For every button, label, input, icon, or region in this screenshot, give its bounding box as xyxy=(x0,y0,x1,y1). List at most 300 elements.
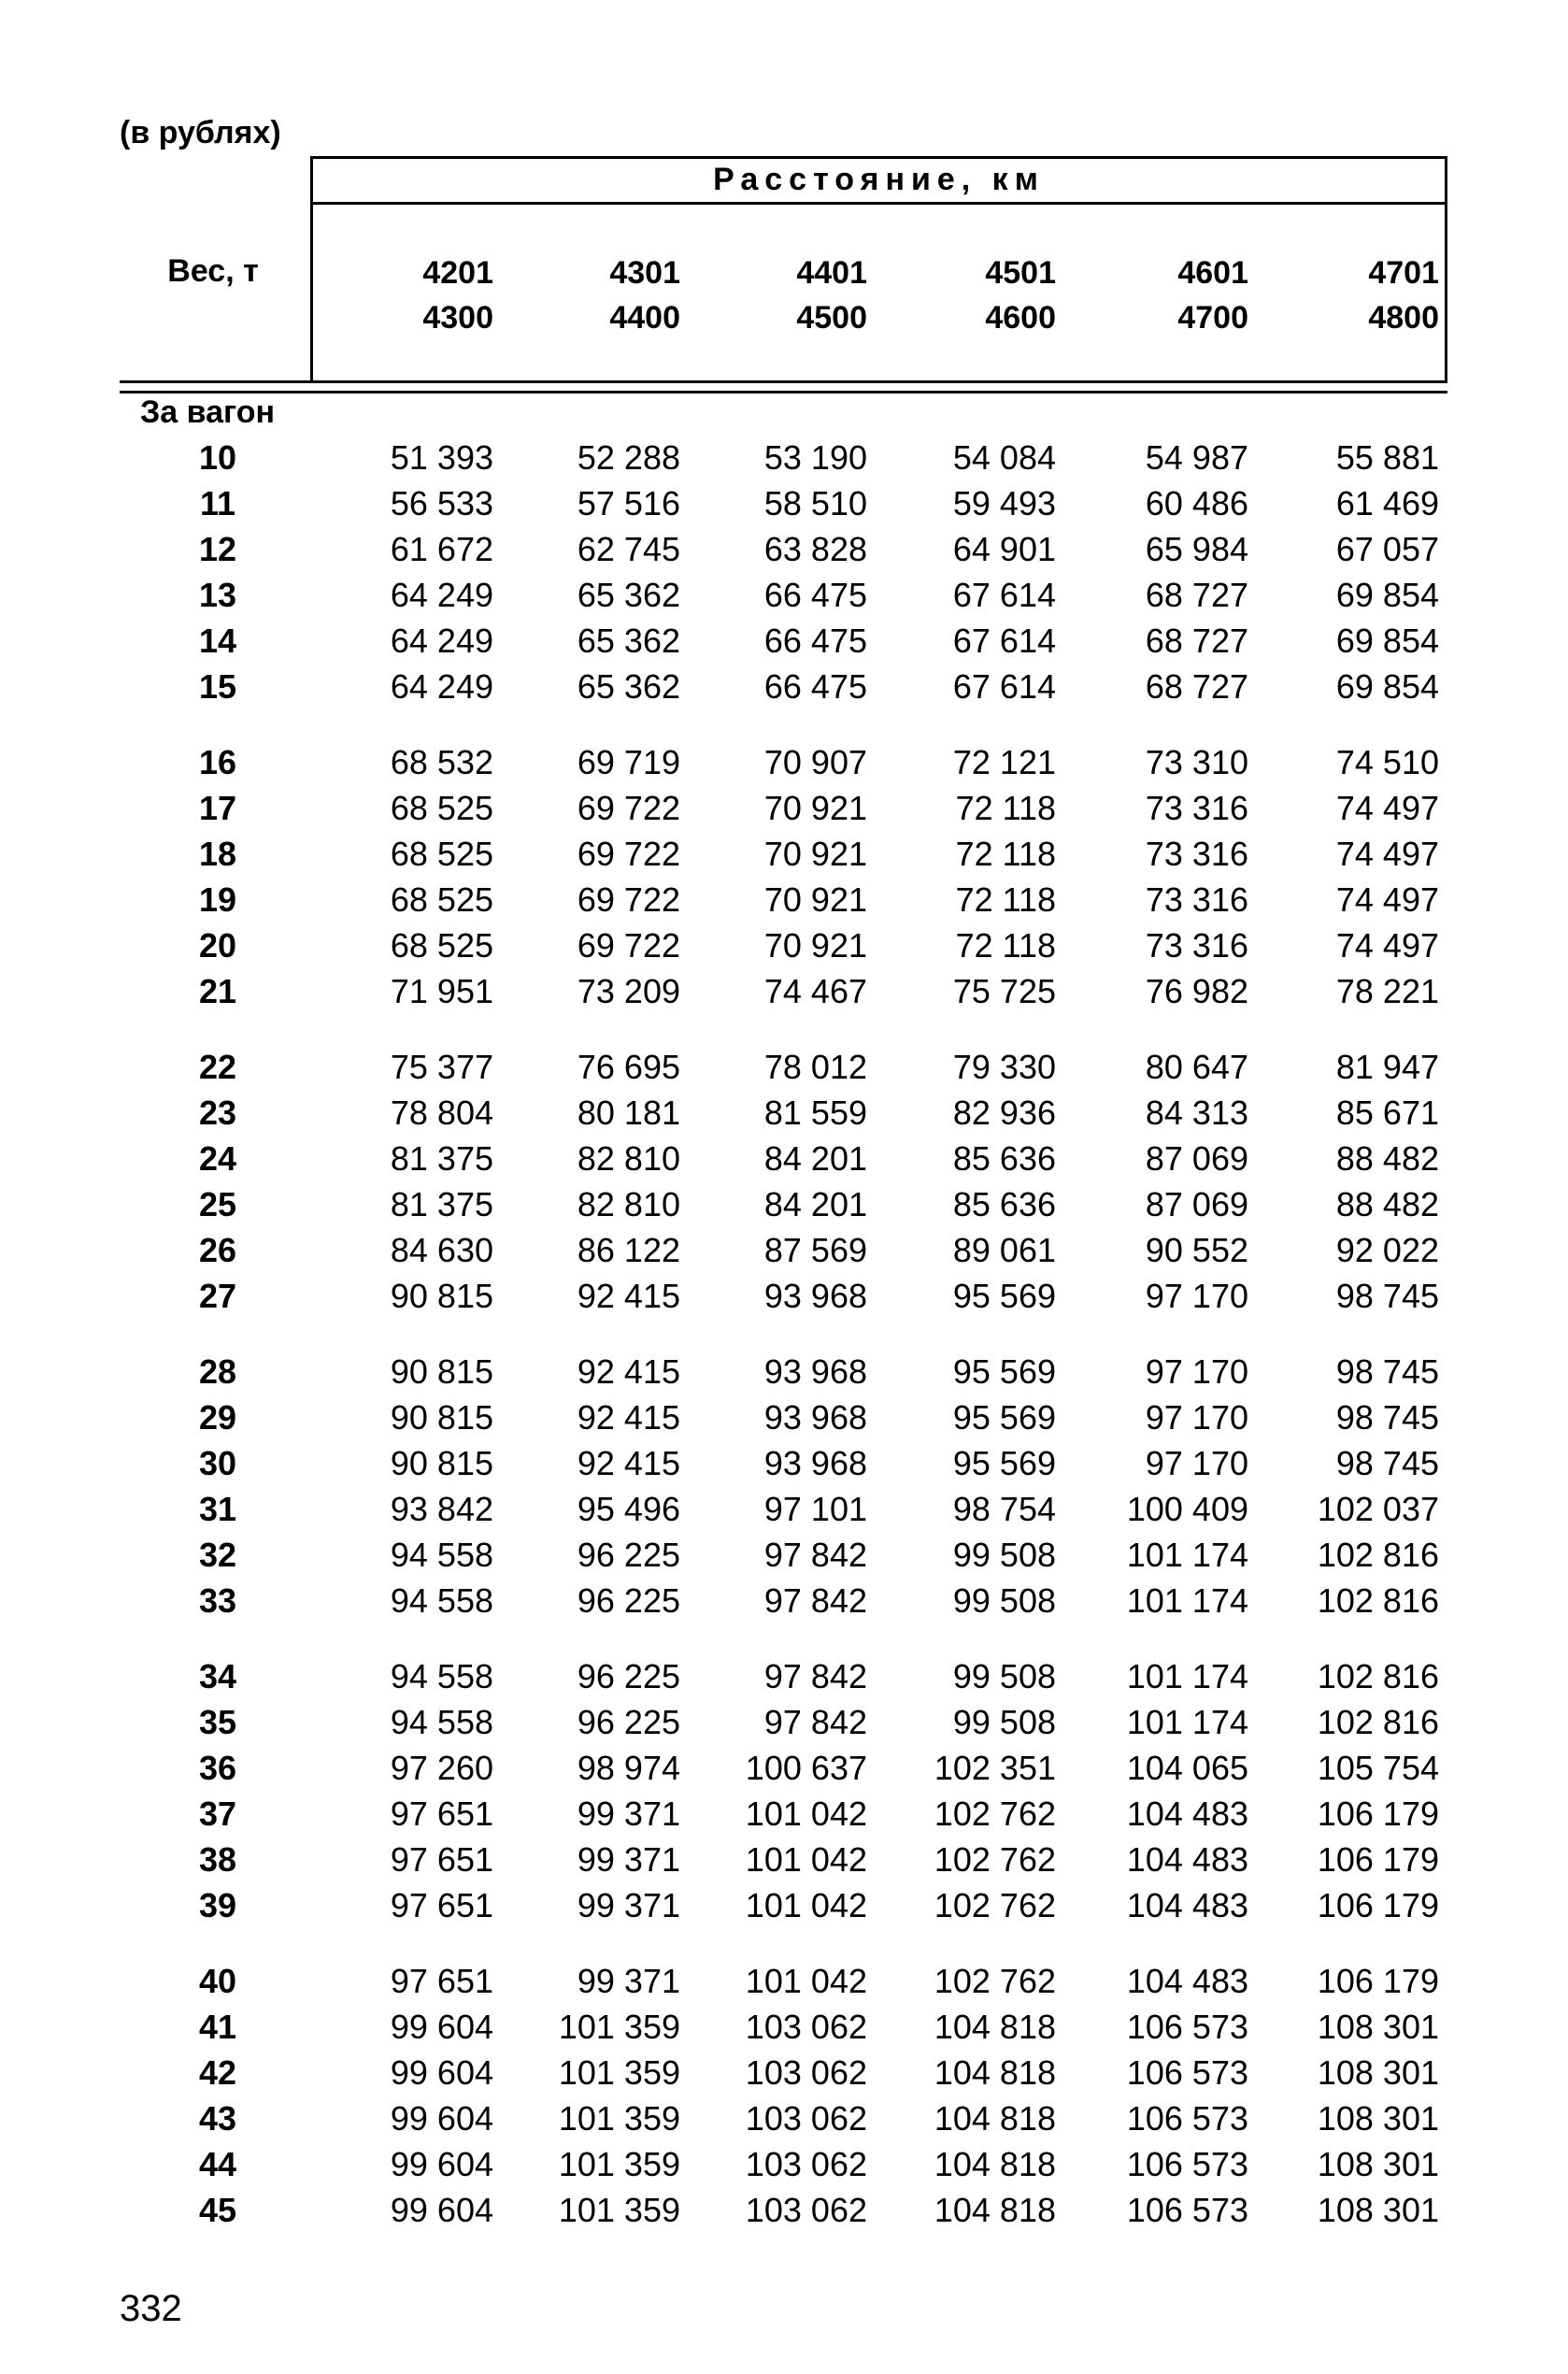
table-row xyxy=(0,1882,1568,1928)
price-cell: 98 745 xyxy=(1335,1444,1439,1482)
price-cell: 96 225 xyxy=(577,1657,680,1695)
price-cell: 103 062 xyxy=(745,2145,867,2183)
range-from: 4501 xyxy=(985,255,1056,291)
price-cell: 74 497 xyxy=(1335,880,1439,919)
price-cell: 69 722 xyxy=(577,835,680,873)
price-cell: 99 604 xyxy=(390,2191,493,2229)
price-cell: 104 818 xyxy=(934,2145,1056,2183)
price-cell: 101 359 xyxy=(558,2099,680,2138)
table-row xyxy=(0,739,1568,785)
weight-cell: 11 xyxy=(199,484,236,522)
price-cell: 58 510 xyxy=(763,484,867,522)
weight-cell: 10 xyxy=(198,438,237,477)
table-row xyxy=(0,1440,1568,1486)
price-cell: 74 497 xyxy=(1335,835,1439,873)
price-cell: 69 719 xyxy=(577,743,680,781)
weight-cell: 22 xyxy=(198,1048,237,1086)
weight-cell: 31 xyxy=(198,1490,237,1528)
price-cell: 69 722 xyxy=(577,789,680,827)
range-to: 4500 xyxy=(796,300,867,336)
price-cell: 99 371 xyxy=(577,1840,680,1879)
price-cell: 67 614 xyxy=(952,622,1056,660)
price-cell: 65 984 xyxy=(1145,530,1248,568)
price-cell: 90 815 xyxy=(390,1277,493,1315)
price-cell: 98 745 xyxy=(1335,1398,1439,1437)
price-cell: 101 174 xyxy=(1126,1657,1248,1695)
price-cell: 106 179 xyxy=(1317,1840,1439,1879)
price-cell: 64 249 xyxy=(390,622,493,660)
price-cell: 92 022 xyxy=(1335,1231,1439,1269)
range-to: 4800 xyxy=(1368,300,1439,336)
price-cell: 97 170 xyxy=(1145,1352,1248,1391)
page-number: 332 xyxy=(120,2288,182,2329)
price-cell: 82 810 xyxy=(577,1185,680,1223)
price-cell: 67 614 xyxy=(952,667,1056,706)
price-cell: 70 921 xyxy=(763,926,867,965)
range-from: 4301 xyxy=(609,255,680,291)
weight-cell: 30 xyxy=(198,1444,237,1482)
price-cell: 51 393 xyxy=(390,438,493,477)
price-cell: 98 974 xyxy=(577,1749,680,1787)
price-cell: 101 042 xyxy=(745,1962,867,2000)
price-cell: 67 614 xyxy=(952,576,1056,614)
price-cell: 97 651 xyxy=(390,1840,493,1879)
weight-cell: 19 xyxy=(198,880,237,919)
weight-cell: 23 xyxy=(198,1094,237,1132)
price-cell: 68 525 xyxy=(390,880,493,919)
table-row xyxy=(0,480,1568,526)
price-cell: 99 508 xyxy=(952,1536,1056,1574)
price-cell: 90 552 xyxy=(1145,1231,1248,1269)
weight-cell: 14 xyxy=(198,622,237,660)
weight-cell: 42 xyxy=(198,2053,237,2092)
table-row xyxy=(0,618,1568,664)
price-cell: 99 371 xyxy=(577,1886,680,1924)
price-cell: 101 359 xyxy=(558,2191,680,2229)
price-cell: 95 569 xyxy=(952,1444,1056,1482)
price-cell: 103 062 xyxy=(745,2099,867,2138)
price-cell: 102 816 xyxy=(1317,1657,1439,1695)
price-cell: 93 968 xyxy=(763,1398,867,1437)
price-cell: 68 727 xyxy=(1145,667,1248,706)
table-row xyxy=(0,1181,1568,1227)
price-cell: 85 671 xyxy=(1335,1094,1439,1132)
weight-cell: 40 xyxy=(198,1962,237,2000)
price-cell: 52 288 xyxy=(577,438,680,477)
table-row xyxy=(0,526,1568,572)
table-row xyxy=(0,1273,1568,1319)
price-cell: 106 179 xyxy=(1317,1962,1439,2000)
price-cell: 96 225 xyxy=(577,1703,680,1741)
price-cell: 75 725 xyxy=(952,972,1056,1010)
price-cell: 79 330 xyxy=(952,1048,1056,1086)
weight-cell: 24 xyxy=(198,1139,237,1178)
price-cell: 101 042 xyxy=(745,1795,867,1833)
price-cell: 97 842 xyxy=(763,1581,867,1620)
price-cell: 69 854 xyxy=(1335,667,1439,706)
price-cell: 54 084 xyxy=(952,438,1056,477)
price-cell: 61 469 xyxy=(1335,484,1439,522)
weight-cell: 16 xyxy=(198,743,237,781)
price-cell: 92 415 xyxy=(577,1398,680,1437)
price-cell: 97 842 xyxy=(763,1536,867,1574)
price-cell: 108 301 xyxy=(1317,2191,1439,2229)
table-row xyxy=(0,1486,1568,1532)
price-cell: 65 362 xyxy=(577,576,680,614)
price-cell: 86 122 xyxy=(577,1231,680,1269)
table-row xyxy=(0,1349,1568,1394)
price-cell: 61 672 xyxy=(390,530,493,568)
price-cell: 104 818 xyxy=(934,2008,1056,2046)
table-row xyxy=(0,435,1568,480)
weight-cell: 38 xyxy=(198,1840,237,1879)
table-row xyxy=(0,1745,1568,1791)
price-cell: 62 745 xyxy=(577,530,680,568)
price-cell: 106 573 xyxy=(1126,2053,1248,2092)
price-cell: 95 496 xyxy=(577,1490,680,1528)
table-row xyxy=(0,1394,1568,1440)
table-row xyxy=(0,785,1568,831)
price-cell: 68 525 xyxy=(390,835,493,873)
price-cell: 92 415 xyxy=(577,1352,680,1391)
price-cell: 65 362 xyxy=(577,667,680,706)
price-cell: 103 062 xyxy=(745,2008,867,2046)
price-cell: 73 316 xyxy=(1145,880,1248,919)
weight-cell: 15 xyxy=(198,667,237,706)
price-cell: 72 118 xyxy=(955,926,1056,965)
price-cell: 84 201 xyxy=(763,1139,867,1178)
weight-cell: 18 xyxy=(198,835,237,873)
price-cell: 101 174 xyxy=(1126,1703,1248,1741)
price-cell: 99 508 xyxy=(952,1657,1056,1695)
price-cell: 99 371 xyxy=(577,1962,680,2000)
price-cell: 68 532 xyxy=(390,743,493,781)
price-cell: 99 508 xyxy=(952,1703,1056,1741)
table-row xyxy=(0,664,1568,709)
price-cell: 104 483 xyxy=(1126,1840,1248,1879)
price-cell: 106 573 xyxy=(1126,2145,1248,2183)
weight-cell: 34 xyxy=(198,1657,237,1695)
price-cell: 72 118 xyxy=(955,880,1056,919)
price-cell: 81 559 xyxy=(763,1094,867,1132)
price-cell: 53 190 xyxy=(763,438,867,477)
price-cell: 69 854 xyxy=(1335,622,1439,660)
price-cell: 69 722 xyxy=(577,880,680,919)
price-cell: 93 968 xyxy=(763,1444,867,1482)
price-cell: 104 483 xyxy=(1126,1795,1248,1833)
price-cell: 100 409 xyxy=(1126,1490,1248,1528)
price-cell: 99 604 xyxy=(390,2053,493,2092)
price-cell: 60 486 xyxy=(1145,484,1248,522)
price-cell: 81 375 xyxy=(390,1139,493,1178)
price-cell: 72 118 xyxy=(955,835,1056,873)
weight-cell: 36 xyxy=(198,1749,237,1787)
distance-header-title: Расстояние, км xyxy=(713,162,1045,197)
table-row xyxy=(0,831,1568,877)
price-cell: 87 569 xyxy=(763,1231,867,1269)
price-cell: 69 854 xyxy=(1335,576,1439,614)
price-cell: 66 475 xyxy=(763,622,867,660)
price-cell: 90 815 xyxy=(390,1398,493,1437)
price-cell: 102 762 xyxy=(934,1962,1056,2000)
price-cell: 97 101 xyxy=(763,1490,867,1528)
price-cell: 103 062 xyxy=(745,2191,867,2229)
price-cell: 93 842 xyxy=(390,1490,493,1528)
price-cell: 59 493 xyxy=(952,484,1056,522)
price-cell: 102 762 xyxy=(934,1795,1056,1833)
price-cell: 73 209 xyxy=(577,972,680,1010)
table-row xyxy=(0,1837,1568,1882)
price-cell: 74 497 xyxy=(1335,789,1439,827)
price-cell: 101 042 xyxy=(745,1840,867,1879)
price-cell: 54 987 xyxy=(1145,438,1248,477)
price-cell: 84 201 xyxy=(763,1185,867,1223)
price-cell: 96 225 xyxy=(577,1581,680,1620)
weight-cell: 43 xyxy=(198,2099,237,2138)
price-cell: 94 558 xyxy=(390,1581,493,1620)
weight-cell: 33 xyxy=(198,1581,237,1620)
price-cell: 72 118 xyxy=(955,789,1056,827)
price-cell: 67 057 xyxy=(1335,530,1439,568)
price-cell: 70 921 xyxy=(763,835,867,873)
table-row xyxy=(0,2141,1568,2187)
price-cell: 99 604 xyxy=(390,2008,493,2046)
price-cell: 76 695 xyxy=(577,1048,680,1086)
table-row xyxy=(0,1136,1568,1181)
price-cell: 70 921 xyxy=(763,789,867,827)
price-cell: 101 042 xyxy=(745,1886,867,1924)
price-cell: 102 037 xyxy=(1317,1490,1439,1528)
price-cell: 93 968 xyxy=(763,1277,867,1315)
weight-cell: 41 xyxy=(198,2008,237,2046)
price-cell: 88 482 xyxy=(1335,1139,1439,1178)
weight-cell: 44 xyxy=(198,2145,237,2183)
price-cell: 82 936 xyxy=(952,1094,1056,1132)
price-cell: 99 604 xyxy=(390,2145,493,2183)
weight-cell: 17 xyxy=(198,789,237,827)
price-cell: 94 558 xyxy=(390,1536,493,1574)
price-cell: 104 818 xyxy=(934,2191,1056,2229)
price-cell: 92 415 xyxy=(577,1277,680,1315)
price-cell: 85 636 xyxy=(952,1139,1056,1178)
price-cell: 97 170 xyxy=(1145,1398,1248,1437)
price-cell: 98 745 xyxy=(1335,1277,1439,1315)
weight-cell: 27 xyxy=(198,1277,237,1315)
price-cell: 55 881 xyxy=(1335,438,1439,477)
price-cell: 100 637 xyxy=(745,1749,867,1787)
price-cell: 99 371 xyxy=(577,1795,680,1833)
price-cell: 97 170 xyxy=(1145,1444,1248,1482)
weight-cell: 26 xyxy=(198,1231,237,1269)
range-from: 4201 xyxy=(422,255,493,291)
price-cell: 78 012 xyxy=(763,1048,867,1086)
price-cell: 84 630 xyxy=(390,1231,493,1269)
table-row xyxy=(0,922,1568,968)
price-cell: 104 483 xyxy=(1126,1962,1248,2000)
price-cell: 102 816 xyxy=(1317,1703,1439,1741)
price-cell: 104 483 xyxy=(1126,1886,1248,1924)
price-cell: 97 651 xyxy=(390,1962,493,2000)
price-cell: 101 359 xyxy=(558,2008,680,2046)
price-cell: 104 065 xyxy=(1126,1749,1248,1787)
price-cell: 73 310 xyxy=(1145,743,1248,781)
price-cell: 102 762 xyxy=(934,1840,1056,1879)
range-to: 4600 xyxy=(985,300,1056,336)
price-cell: 64 901 xyxy=(952,530,1056,568)
price-cell: 97 651 xyxy=(390,1795,493,1833)
price-cell: 99 508 xyxy=(952,1581,1056,1620)
price-cell: 99 604 xyxy=(390,2099,493,2138)
price-cell: 104 818 xyxy=(934,2099,1056,2138)
table-row xyxy=(0,1958,1568,2004)
price-cell: 68 727 xyxy=(1145,622,1248,660)
price-cell: 97 842 xyxy=(763,1657,867,1695)
price-cell: 95 569 xyxy=(952,1352,1056,1391)
section-label: За вагон xyxy=(140,394,276,430)
price-cell: 90 815 xyxy=(390,1352,493,1391)
table-row xyxy=(0,2050,1568,2095)
price-cell: 95 569 xyxy=(952,1398,1056,1437)
price-cell: 101 174 xyxy=(1126,1581,1248,1620)
price-cell: 101 359 xyxy=(558,2145,680,2183)
price-cell: 95 569 xyxy=(952,1277,1056,1315)
price-cell: 73 316 xyxy=(1145,789,1248,827)
price-cell: 89 061 xyxy=(952,1231,1056,1269)
weight-cell: 37 xyxy=(198,1795,237,1833)
price-cell: 106 573 xyxy=(1126,2191,1248,2229)
price-cell: 74 467 xyxy=(763,972,867,1010)
weight-cell: 13 xyxy=(198,576,237,614)
range-from: 4701 xyxy=(1368,255,1439,291)
weight-column-header: Вес, т xyxy=(167,253,259,289)
price-cell: 94 558 xyxy=(390,1703,493,1741)
table-row xyxy=(0,1653,1568,1699)
price-cell: 93 968 xyxy=(763,1352,867,1391)
weight-cell: 21 xyxy=(198,972,237,1010)
price-cell: 98 754 xyxy=(952,1490,1056,1528)
price-cell: 74 510 xyxy=(1335,743,1439,781)
range-from: 4601 xyxy=(1177,255,1248,291)
weight-cell: 32 xyxy=(198,1536,237,1574)
table-row xyxy=(0,1044,1568,1090)
price-cell: 104 818 xyxy=(934,2053,1056,2092)
price-cell: 94 558 xyxy=(390,1657,493,1695)
weight-cell: 35 xyxy=(198,1703,237,1741)
price-cell: 88 482 xyxy=(1335,1185,1439,1223)
table-row xyxy=(0,1532,1568,1578)
price-cell: 64 249 xyxy=(390,667,493,706)
price-cell: 101 174 xyxy=(1126,1536,1248,1574)
price-cell: 97 260 xyxy=(390,1749,493,1787)
weight-cell: 25 xyxy=(198,1185,237,1223)
price-cell: 69 722 xyxy=(577,926,680,965)
price-cell: 71 951 xyxy=(390,972,493,1010)
price-cell: 56 533 xyxy=(390,484,493,522)
price-cell: 57 516 xyxy=(577,484,680,522)
price-cell: 97 842 xyxy=(763,1703,867,1741)
price-cell: 102 351 xyxy=(934,1749,1056,1787)
table-row xyxy=(0,1227,1568,1273)
price-cell: 92 415 xyxy=(577,1444,680,1482)
price-cell: 63 828 xyxy=(763,530,867,568)
price-cell: 70 921 xyxy=(763,880,867,919)
price-cell: 108 301 xyxy=(1317,2145,1439,2183)
price-cell: 106 179 xyxy=(1317,1795,1439,1833)
price-cell: 96 225 xyxy=(577,1536,680,1574)
price-cell: 98 745 xyxy=(1335,1352,1439,1391)
price-cell: 76 982 xyxy=(1145,972,1248,1010)
weight-cell: 29 xyxy=(198,1398,237,1437)
price-cell: 85 636 xyxy=(952,1185,1056,1223)
price-cell: 64 249 xyxy=(390,576,493,614)
price-cell: 108 301 xyxy=(1317,2099,1439,2138)
price-cell: 106 179 xyxy=(1317,1886,1439,1924)
price-cell: 78 804 xyxy=(390,1094,493,1132)
price-cell: 90 815 xyxy=(390,1444,493,1482)
weight-cell: 28 xyxy=(198,1352,237,1391)
price-cell: 102 762 xyxy=(934,1886,1056,1924)
price-cell: 102 816 xyxy=(1317,1536,1439,1574)
table-row xyxy=(0,572,1568,618)
weight-cell: 39 xyxy=(198,1886,237,1924)
price-cell: 70 907 xyxy=(763,743,867,781)
price-cell: 73 316 xyxy=(1145,926,1248,965)
units-note: (в рублях) xyxy=(120,115,281,150)
range-to: 4300 xyxy=(422,300,493,336)
table-row xyxy=(0,968,1568,1014)
price-cell: 78 221 xyxy=(1335,972,1439,1010)
price-cell: 66 475 xyxy=(763,667,867,706)
price-cell: 68 525 xyxy=(390,789,493,827)
table-row xyxy=(0,2095,1568,2141)
price-cell: 80 181 xyxy=(577,1094,680,1132)
price-cell: 97 651 xyxy=(390,1886,493,1924)
price-cell: 97 170 xyxy=(1145,1277,1248,1315)
price-cell: 84 313 xyxy=(1145,1094,1248,1132)
price-cell: 81 947 xyxy=(1335,1048,1439,1086)
table-row xyxy=(0,1699,1568,1745)
range-to: 4400 xyxy=(609,300,680,336)
price-cell: 106 573 xyxy=(1126,2008,1248,2046)
price-cell: 106 573 xyxy=(1126,2099,1248,2138)
price-cell: 87 069 xyxy=(1145,1185,1248,1223)
table-row xyxy=(0,2004,1568,2050)
weight-cell: 12 xyxy=(198,530,237,568)
price-cell: 66 475 xyxy=(763,576,867,614)
table-row xyxy=(0,1791,1568,1837)
range-from: 4401 xyxy=(796,255,867,291)
price-cell: 103 062 xyxy=(745,2053,867,2092)
table-row xyxy=(0,1578,1568,1623)
price-cell: 102 816 xyxy=(1317,1581,1439,1620)
price-cell: 105 754 xyxy=(1317,1749,1439,1787)
weight-cell: 45 xyxy=(198,2191,237,2229)
price-cell: 101 359 xyxy=(558,2053,680,2092)
price-cell: 75 377 xyxy=(390,1048,493,1086)
weight-cell: 20 xyxy=(198,926,237,965)
price-cell: 80 647 xyxy=(1145,1048,1248,1086)
table-row xyxy=(0,877,1568,922)
price-cell: 68 525 xyxy=(390,926,493,965)
price-cell: 108 301 xyxy=(1317,2053,1439,2092)
price-cell: 108 301 xyxy=(1317,2008,1439,2046)
price-cell: 68 727 xyxy=(1145,576,1248,614)
table-row xyxy=(0,2187,1568,2233)
price-cell: 73 316 xyxy=(1145,835,1248,873)
price-cell: 87 069 xyxy=(1145,1139,1248,1178)
price-cell: 81 375 xyxy=(390,1185,493,1223)
price-cell: 82 810 xyxy=(577,1139,680,1178)
